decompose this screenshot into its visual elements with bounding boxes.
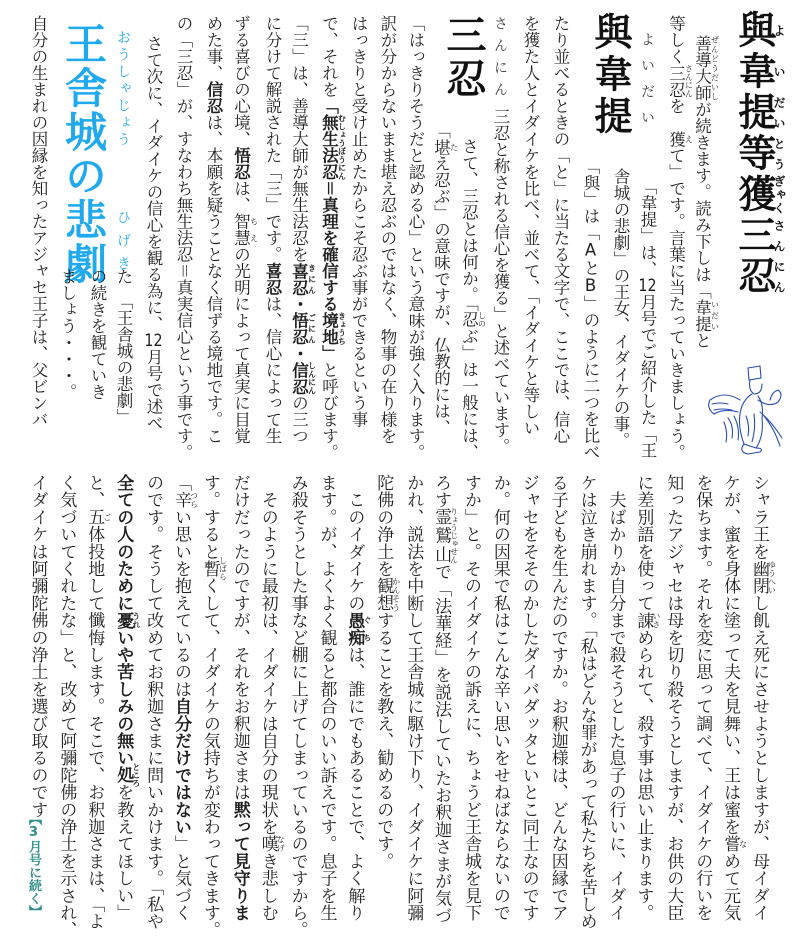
furigana: しの	[477, 311, 487, 328]
text-run: められて、殺す事は思い止まります。	[633, 628, 654, 922]
text-run: かれ、説法を中断して王舎城に駆け下り、イダイケに阿彌	[403, 474, 424, 922]
bold-text: 自分だけではない	[171, 697, 191, 836]
text-column	[197, 15, 229, 444]
upright-number: 12	[638, 277, 657, 294]
text-run: を獲た人とイダイケを比べ、並べて、「イダイケと等しい	[521, 15, 540, 436]
text-run: を	[666, 97, 686, 131]
text-column	[282, 474, 314, 938]
ruby-text	[732, 215, 786, 256]
text-column	[514, 15, 546, 436]
text-column	[455, 474, 487, 921]
text-column	[426, 474, 458, 924]
text-run: 知ったアジャセは母を切り殺そうとしますが、お供の大臣	[663, 474, 684, 922]
upright-number: 12	[144, 332, 163, 349]
ruby-base: 愚痴	[344, 611, 365, 647]
bold-text: 悟忍	[231, 147, 251, 180]
text-run: の三つ	[289, 394, 309, 444]
text-column	[226, 15, 258, 444]
text-run: 陀佛の浄土を	[373, 474, 394, 578]
text-run: に差別語を使って	[633, 474, 654, 612]
bold-text: 喜忍	[263, 262, 282, 296]
text-run: き悲しむ	[257, 852, 278, 922]
text-run: い思いを抱えているのは	[171, 508, 191, 698]
text-run: のです。そうして改めてお釈迦さまに問いかけます。「私や	[143, 474, 164, 930]
ruby-base: 獲	[666, 130, 686, 147]
text-column	[256, 15, 288, 444]
text-run: を保ちます。それを変に思って調べて、イダイケの行いを	[692, 474, 713, 922]
furigana: とう	[772, 133, 786, 174]
bold-text: ・	[289, 345, 309, 362]
ruby-base: 智慧	[231, 213, 251, 246]
bold-text: 「	[319, 97, 339, 114]
furigana: ぎゃく	[772, 174, 786, 215]
text-run: たり並べるときの「と」に当たる文字で、ここでは、信心	[551, 15, 570, 444]
text-column	[137, 474, 169, 930]
text-run: ずる喜びの心境、	[231, 15, 251, 147]
text-run: は、誰にでもあることで、よく解り	[344, 646, 365, 922]
bold-text: 信忍	[204, 81, 223, 114]
furigana: いだい	[710, 299, 720, 332]
ruby-text	[732, 51, 786, 92]
ruby-text	[113, 763, 141, 788]
furigana: ところ	[131, 763, 141, 788]
text-run: めて元気	[720, 852, 741, 922]
text-run: く気づいてくれたな」と、改めて阿彌陀佛の浄土を示され、	[56, 474, 77, 939]
ruby-base: 忍	[732, 256, 776, 297]
text-run: 「	[431, 122, 451, 139]
text-run: さて次に、イダイケの信心を観る為に、	[144, 35, 163, 332]
furigana: な	[738, 835, 748, 853]
text-run: と呼びます。	[319, 361, 339, 461]
ruby-text	[732, 92, 786, 133]
ruby-text	[257, 835, 286, 853]
text-column	[284, 15, 316, 444]
ruby-base: 観想	[373, 577, 394, 612]
ruby-text	[692, 35, 720, 101]
ruby-text	[289, 262, 317, 296]
ruby-text	[113, 611, 141, 629]
text-run: そのように最初は、イダイケは自分の現状を	[257, 474, 278, 836]
ruby-text	[319, 312, 347, 345]
ruby-base: 三忍	[666, 64, 686, 98]
furigana: だい	[772, 92, 786, 133]
text-column	[368, 474, 400, 870]
furigana: よ	[772, 10, 786, 51]
text-column	[167, 15, 199, 461]
furigana: きょうち	[337, 312, 347, 345]
text-column	[661, 15, 693, 461]
subheading-sannin-furigana: さんにん	[492, 16, 508, 104]
furigana: なげ	[276, 835, 286, 853]
text-run: ケは泣き崩れます。「私はどんな罪があって私たちを苦しめ	[576, 474, 597, 930]
ruby-text	[633, 611, 661, 629]
text-column	[81, 268, 113, 400]
text-run: 訳が分からないまま堪え忍ぶのではなく、物事の在り様を	[378, 15, 397, 444]
furigana: しばら	[218, 556, 228, 581]
furigana: さん	[772, 215, 786, 256]
furigana: た	[449, 138, 459, 155]
ruby-text	[319, 114, 347, 180]
text-column	[628, 474, 660, 921]
text-run: と、	[84, 474, 105, 509]
ruby-base: 與	[732, 10, 776, 51]
ruby-base: 暫	[199, 556, 220, 581]
text-run: か。何の因果で私はこんな辛い思いをせねばならないので	[489, 474, 510, 922]
text-column	[574, 158, 606, 460]
text-column	[484, 474, 516, 921]
ruby-base: 三	[732, 215, 776, 256]
text-run: シャラ王を	[749, 474, 769, 560]
text-column	[311, 474, 343, 921]
text-run: は、	[231, 180, 251, 213]
text-run: と	[692, 332, 712, 349]
text-run: し飢え死にさせようとしますが、母イダイ	[749, 594, 769, 922]
furigana: きにん	[307, 262, 317, 296]
ruby-text	[666, 130, 694, 148]
ruby-base: 善導大師	[692, 35, 712, 101]
text-column	[79, 474, 111, 930]
buddhist-figure-illustration	[698, 356, 794, 456]
ruby-text	[231, 213, 259, 246]
text-column	[399, 15, 431, 461]
ruby-base: 韋	[732, 51, 776, 92]
ruby-base: 韋提	[692, 299, 712, 332]
text-run: 夫ばかりか自分まで殺そうとした息子の行いに、イダイ	[605, 474, 626, 922]
text-run: 「	[171, 474, 191, 492]
text-run: だけだったのですが、それをお釈迦さまは	[229, 474, 250, 801]
text-run: すか」と。そのイダイケの訴えに、ちょうど王舎城を見下	[461, 474, 481, 922]
ruby-base: 無生法忍	[319, 114, 339, 180]
text-run: 「三」は、善導大師が無生法忍を	[289, 15, 309, 263]
subheading-yoidai: 與韋提	[588, 12, 632, 138]
subheading-yoidai-furigana: よいだい	[639, 32, 655, 136]
text-column	[542, 474, 574, 921]
ruby-base: 処	[113, 763, 134, 788]
text-run: 三忍と称される信心を獲る」と述べています。	[491, 108, 510, 455]
text-run: めた事、	[204, 15, 223, 81]
furigana: いさ	[651, 611, 661, 629]
text-run: 「韋提」は、	[638, 178, 657, 277]
furigana: ちえ	[249, 213, 259, 246]
furigana: ゆうへい	[767, 560, 777, 595]
ruby-text	[199, 556, 228, 581]
ruby-base: 等	[732, 133, 776, 174]
text-run: を教えてほしい」	[113, 783, 134, 922]
text-run: の光明によって真実に目覚	[231, 246, 251, 444]
text-column	[314, 15, 346, 461]
ruby-base: 提	[732, 92, 776, 133]
text-column	[600, 474, 632, 921]
text-run: さて、三忍とは何か。「	[459, 138, 479, 312]
text-column	[50, 474, 82, 938]
furigana: にん	[772, 256, 786, 297]
furigana: ぐち	[362, 611, 372, 646]
text-run: す。すると	[199, 474, 220, 560]
text-run: 月号でご紹介した「王	[638, 293, 657, 459]
ruby-base: 悟忍	[289, 312, 309, 345]
ruby-base: 霊鷲山	[431, 507, 452, 564]
text-run: に分けて解説された「三」です。	[263, 15, 282, 263]
text-run: ましょう・・・。	[58, 268, 77, 400]
text-column	[108, 474, 140, 921]
ruby-text	[373, 577, 401, 612]
ruby-text	[749, 560, 777, 595]
main-title	[729, 10, 785, 297]
ruby-base: 忍	[459, 311, 479, 328]
ruby-text	[732, 174, 786, 215]
text-run: は、本願を疑うことなく信ずる境地です。こ	[204, 114, 223, 444]
text-run: ます。が、よくよく観ると都合のいい訴えです。息子を生	[316, 474, 337, 922]
text-column	[339, 474, 371, 921]
furigana: しんにん	[307, 361, 317, 395]
ruby-base: 信忍	[289, 361, 309, 395]
ruby-base: 五	[84, 508, 105, 526]
continued-next-issue-label: 【3月号に続く】	[26, 812, 41, 918]
ruby-base: 嘗	[720, 835, 741, 853]
text-column	[604, 168, 636, 449]
bold-text: ＝真理を確信する	[319, 180, 339, 312]
bold-text: いや苦しみの無い	[113, 628, 134, 767]
text-run: 」と気づく	[171, 835, 191, 922]
ruby-text	[84, 508, 112, 526]
text-column	[397, 474, 429, 921]
text-run: が続きます。読み下しは「	[692, 101, 712, 299]
furigana: うれ	[131, 611, 141, 629]
ruby-base: 嘆	[257, 835, 278, 853]
text-run: る子どもを生んだのですか。お釈迦様は、どんな因縁でア	[547, 474, 568, 922]
text-run: の続きを観ていき	[88, 268, 107, 400]
ruby-base: 堪	[431, 138, 451, 155]
text-column	[744, 474, 776, 921]
text-run: ぶ」は一般には、	[459, 327, 479, 460]
text-run: た 「王舎城の悲劇」	[114, 268, 133, 425]
ruby-text	[720, 835, 748, 853]
subheading-oushajou-no-higeki: 王舎城の悲劇	[59, 22, 108, 286]
furigana: さんにん	[684, 64, 694, 98]
text-run: このイダイケの	[344, 474, 365, 612]
ruby-text	[344, 611, 372, 647]
ruby-text	[431, 507, 459, 564]
text-run: することを教え、勧めるのです。	[373, 611, 394, 870]
text-column	[571, 474, 603, 930]
ruby-text	[732, 256, 786, 297]
text-run: イダイケは阿彌陀佛の浄土を選び取るのです	[27, 474, 48, 818]
text-column	[454, 138, 486, 460]
text-run: 舎城の悲劇」の王女、イダイケの事。	[611, 168, 630, 449]
text-run: ジャセをそそのかしたダイバダッタといとこ同士なのです	[518, 474, 539, 922]
text-run: 自分の生まれの因縁を知ったアジャセ王子は、父ビンバ	[29, 15, 48, 428]
furigana: ごにん	[307, 312, 317, 345]
furigana: かんそう	[391, 577, 401, 612]
text-run: え忍ぶ」の意味ですが、仏教的には、	[431, 155, 451, 436]
furigana: ご	[102, 508, 112, 526]
text-run: 体投地して懺悔します。そこで、お釈迦さまは、「よ	[84, 525, 105, 930]
text-column	[686, 474, 718, 921]
furigana: え	[684, 130, 694, 147]
ruby-text	[289, 361, 317, 395]
ruby-base: 幽閉	[749, 560, 769, 595]
text-run: ろす	[431, 474, 452, 509]
ruby-text	[692, 299, 720, 332]
text-column	[166, 474, 198, 921]
ruby-text	[732, 10, 786, 51]
text-column	[657, 474, 689, 921]
text-column	[342, 15, 374, 428]
text-column	[544, 15, 576, 444]
subheading-oushajou-furigana: おうしゃじょう	[115, 30, 131, 149]
ruby-base: 喜忍	[289, 262, 309, 296]
text-run: で、それを	[319, 15, 339, 98]
text-column	[22, 15, 54, 428]
text-column	[484, 108, 516, 455]
text-column	[22, 474, 54, 818]
furigana: むしょうぼうにん	[337, 114, 347, 180]
text-column	[195, 474, 227, 938]
ruby-text	[289, 312, 317, 345]
text-column	[51, 268, 83, 400]
ruby-text	[459, 311, 487, 328]
text-run: 「はっきりそうだと認める心」という意味が強く入ります。	[406, 15, 425, 461]
ruby-text	[732, 133, 786, 174]
text-column	[137, 35, 169, 431]
ruby-text	[171, 491, 199, 509]
subheading-sannin: 三忍	[440, 14, 486, 102]
ruby-base: 獲	[732, 174, 776, 215]
bold-text: ・	[289, 295, 309, 312]
ruby-text	[431, 138, 459, 156]
furigana: りょうじゅせん	[449, 507, 459, 564]
text-column	[224, 474, 256, 921]
text-run: で「法華経」を説法していたお釈迦さまが気づ	[431, 562, 452, 925]
text-column	[371, 15, 403, 444]
ruby-base: 境地	[319, 312, 339, 345]
furigana: つら	[189, 491, 199, 509]
text-column	[513, 474, 545, 921]
text-run: ケが、蜜を身体に塗って夫を見舞い、王は蜜を	[720, 474, 741, 836]
text-run: て」です。言葉に当たっていきましょう。	[666, 147, 686, 461]
ruby-base: 辛	[171, 491, 191, 509]
text-run: は、信心によって生	[263, 295, 282, 444]
ruby-base: 憂	[113, 611, 134, 629]
text-run: はっきりと受け止めたからこそ忍ぶ事ができるという事	[349, 15, 368, 428]
bold-text: 全ての人のために	[113, 474, 134, 612]
text-column	[715, 474, 747, 921]
ruby-base: 諌	[633, 611, 654, 629]
text-run: の「三忍」が、すなわち無生法忍＝真実信心という事です。	[174, 15, 193, 461]
text-run: み殺そうとした事など棚に上げてしまっているのですから。	[287, 474, 308, 939]
text-run: 月号で述べ	[144, 348, 163, 431]
furigana: い	[772, 51, 786, 92]
bold-text: 黙って見守りま	[229, 800, 250, 922]
ruby-text	[666, 64, 694, 98]
bold-text: 」	[319, 345, 339, 362]
subheading-higeki-furigana: ひげき	[115, 210, 131, 279]
text-run: 等しく	[666, 15, 686, 65]
text-run: くして、イダイケの気持ちが変わってきます。	[199, 577, 220, 939]
text-column	[253, 474, 285, 921]
text-run: 「與」は「AとB」のように二つを比べ	[581, 158, 600, 460]
furigana: ぜんどうだいし	[710, 35, 720, 101]
